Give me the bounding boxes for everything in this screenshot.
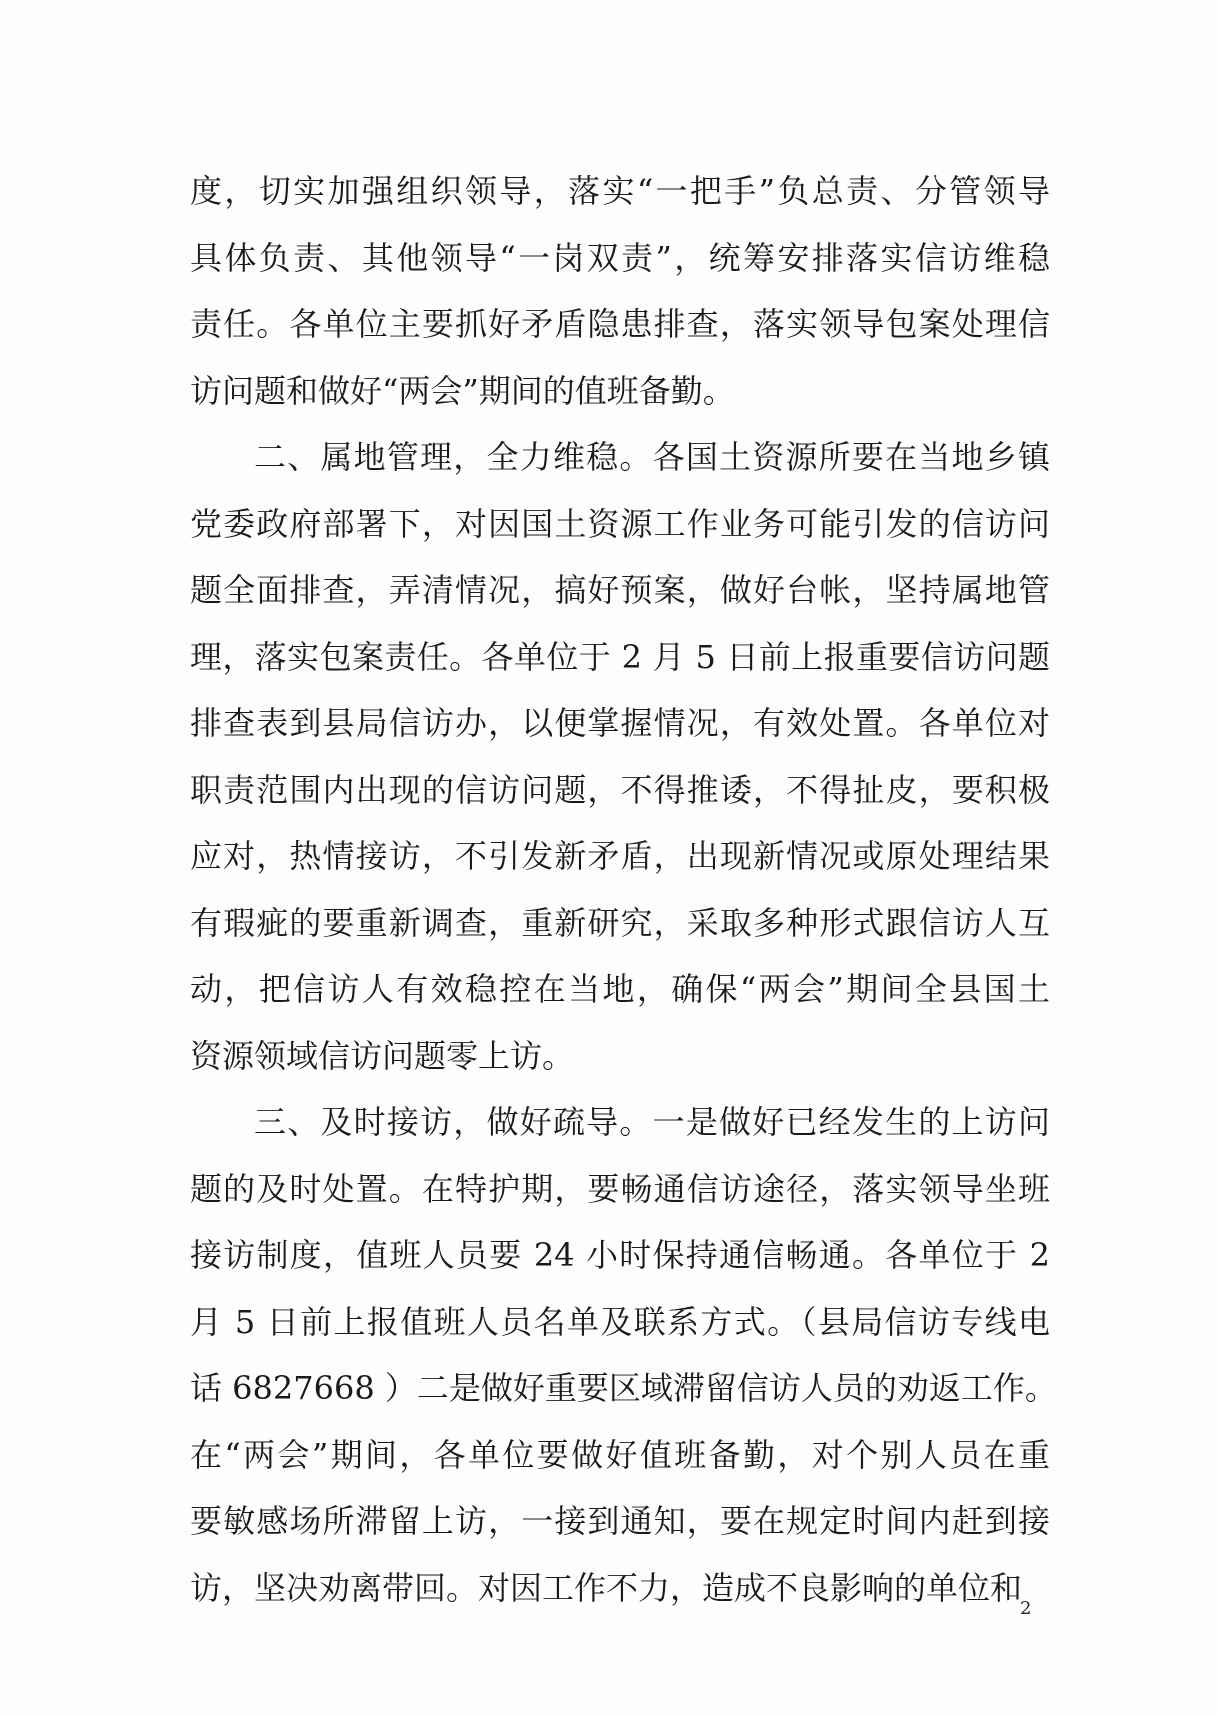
text-line: 三、及时接访，做好疏导。一是做好已经发生的上访问: [254, 1103, 1050, 1141]
text-line: 话 6827668 ）二是做好重要区域滞留信访人员的劝返工作。: [190, 1369, 1057, 1407]
text-line: 有瑕疵的要重新调查，重新研究，采取多种形式跟信访人互: [190, 903, 1050, 942]
text-line: 访问题和做好“两会”期间的值班备勤。: [190, 371, 735, 410]
text-line: 排查表到县局信访办，以便掌握情况，有效处置。各单位对: [190, 704, 1050, 742]
text-line: 度，切实加强组织领导，落实“一把手”负总责、分管领导: [190, 172, 1050, 210]
text-line: 接访制度，值班人员要 24 小时保持通信畅通。各单位于 2: [190, 1236, 1050, 1274]
text-line: 月 5 日前上报值班人员名单及联系方式。（县局信访专线电: [190, 1302, 1050, 1341]
text-line: 动，把信访人有效稳控在当地，确保“两会”期间全县国土: [190, 970, 1050, 1008]
text-line: 责任。各单位主要抓好矛盾隐患排查，落实领导包案处理信: [190, 305, 1050, 343]
text-line: 要敏感场所滞留上访，一接到通知，要在规定时间内赶到接: [190, 1502, 1050, 1540]
text-line: 理，落实包案责任。各单位于 2 月 5 日前上报重要信访问题: [190, 637, 1050, 676]
text-line: 应对，热情接访，不引发新矛盾，出现新情况或原处理结果: [190, 837, 1050, 875]
paragraph: [190, 1089, 1057, 1621]
text-line: 访，坚决劝离带回。对因工作不力，造成不良影响的单位和: [190, 1568, 1023, 1607]
paragraph: [190, 424, 1050, 1089]
paragraph: [190, 158, 1050, 424]
document-body: [190, 158, 1057, 1621]
text-line: 二、属地管理，全力维稳。各国土资源所要在当地乡镇: [254, 438, 1050, 476]
text-line: 职责范围内出现的信访问题，不得推诿，不得扯皮，要积极: [190, 770, 1050, 809]
text-line: 题全面排查，弄清情况，搞好预案，做好台帐，坚持属地管: [190, 571, 1050, 609]
text-line: 题的及时处置。在特护期，要畅通信访途径，落实领导坐班: [190, 1169, 1050, 1208]
page-number: 2: [1020, 1598, 1032, 1619]
text-line: 党委政府部署下，对因国土资源工作业务可能引发的信访问: [190, 504, 1050, 543]
text-line: 在“两会”期间，各单位要做好值班备勤，对个别人员在重: [190, 1435, 1050, 1474]
text-line: 资源领域信访问题零上访。: [190, 1036, 575, 1075]
text-line: 具体负责、其他领导“一岗双责”，统筹安排落实信访维稳: [190, 238, 1050, 277]
